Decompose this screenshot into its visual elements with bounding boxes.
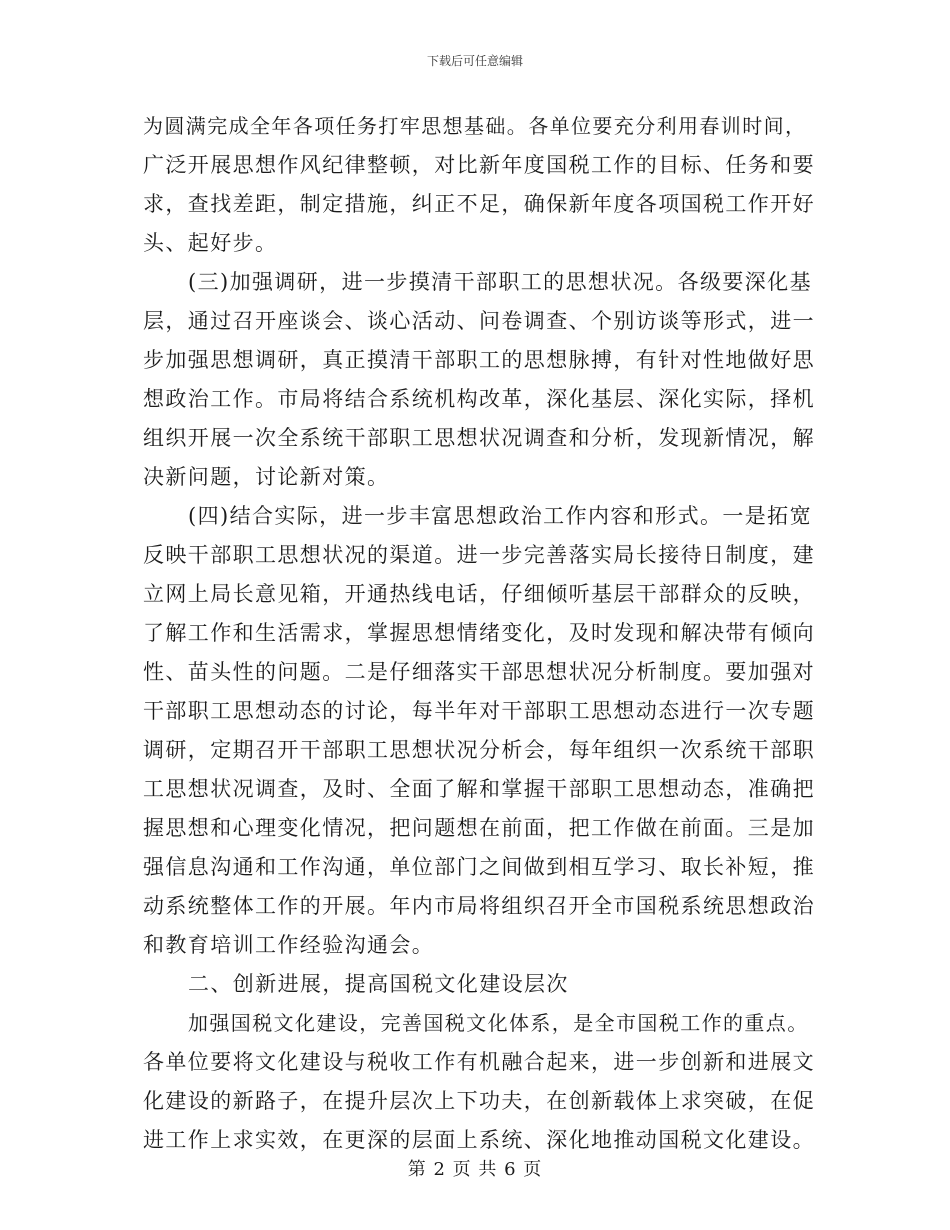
text-line: 性、苗头性的问题。二是仔细落实干部思想状况分析制度。要加强对 <box>143 660 815 684</box>
text-line: 动系统整体工作的开展。年内市局将组织召开全市国税系统思想政治 <box>143 894 815 918</box>
page-current: 2 <box>433 1159 446 1180</box>
page-mid: 页 共 <box>452 1159 498 1180</box>
document-body <box>143 107 815 1160</box>
text-line: 工思想状况调查，及时、全面了解和掌握干部职工思想动态，准确把 <box>143 777 815 801</box>
text-line: 组织开展一次全系统干部职工思想状况调查和分析，发现新情况，解 <box>143 426 815 450</box>
text-line: (四)结合实际，进一步丰富思想政治工作内容和形式。一是拓宽 <box>188 504 812 528</box>
text-line: 反映干部职工思想状况的渠道。进一步完善落实局长接待日制度，建 <box>143 543 815 567</box>
text-line: 进工作上求实效，在更深的层面上系统、深化地推动国税文化建设。 <box>143 1128 815 1152</box>
text-line: 立网上局长意见箱，开通热线电话，仔细倾听基层干部群众的反映， <box>143 582 815 606</box>
text-line: 决新问题，讨论新对策。 <box>143 465 390 489</box>
text-line: 步加强思想调研，真正摸清干部职工的思想脉搏，有针对性地做好思 <box>143 348 815 372</box>
text-line: 头、起好步。 <box>143 231 278 255</box>
text-line: 干部职工思想动态的讨论，每半年对干部职工思想动态进行一次专题 <box>143 699 815 723</box>
page-header: 下载后可任意编辑 <box>426 54 523 68</box>
text-line: 广泛开展思想作风纪律整顿，对比新年度国税工作的目标、任务和要 <box>143 153 815 177</box>
page-footer <box>0 1155 950 1181</box>
text-line: 和教育培训工作经验沟通会。 <box>143 933 435 957</box>
text-line: 层，通过召开座谈会、谈心活动、问卷调查、个别访谈等形式，进一 <box>143 309 815 333</box>
text-line: 化建设的新路子，在提升层次上下功夫，在创新载体上求突破，在促 <box>143 1089 815 1113</box>
text-line: 想政治工作。市局将结合系统机构改革，深化基层、深化实际，择机 <box>143 387 815 411</box>
text-line: (三)加强调研，进一步摸清干部职工的思想状况。各级要深化基 <box>188 270 812 294</box>
text-line: 二、创新进展，提高国税文化建设层次 <box>188 972 569 996</box>
text-line: 各单位要将文化建设与税收工作有机融合起来，进一步创新和进展文 <box>143 1050 815 1074</box>
page-total: 6 <box>504 1159 517 1180</box>
page-prefix: 第 <box>407 1159 427 1180</box>
text-line: 了解工作和生活需求，掌握思想情绪变化，及时发现和解决带有倾向 <box>143 621 815 645</box>
text-line: 握思想和心理变化情况，把问题想在前面，把工作做在前面。三是加 <box>143 816 815 840</box>
text-line: 为圆满完成全年各项任务打牢思想基础。各单位要充分利用春训时间， <box>143 114 807 138</box>
page-suffix: 页 <box>523 1159 543 1180</box>
text-line: 强信息沟通和工作沟通，单位部门之间做到相互学习、取长补短，推 <box>143 855 815 879</box>
text-line: 求，查找差距，制定措施，纠正不足，确保新年度各项国税工作开好 <box>143 192 815 216</box>
text-line: 加强国税文化建设，完善国税文化体系，是全市国税工作的重点。 <box>188 1011 809 1035</box>
text-line: 调研，定期召开干部职工思想状况分析会，每年组织一次系统干部职 <box>143 738 815 762</box>
